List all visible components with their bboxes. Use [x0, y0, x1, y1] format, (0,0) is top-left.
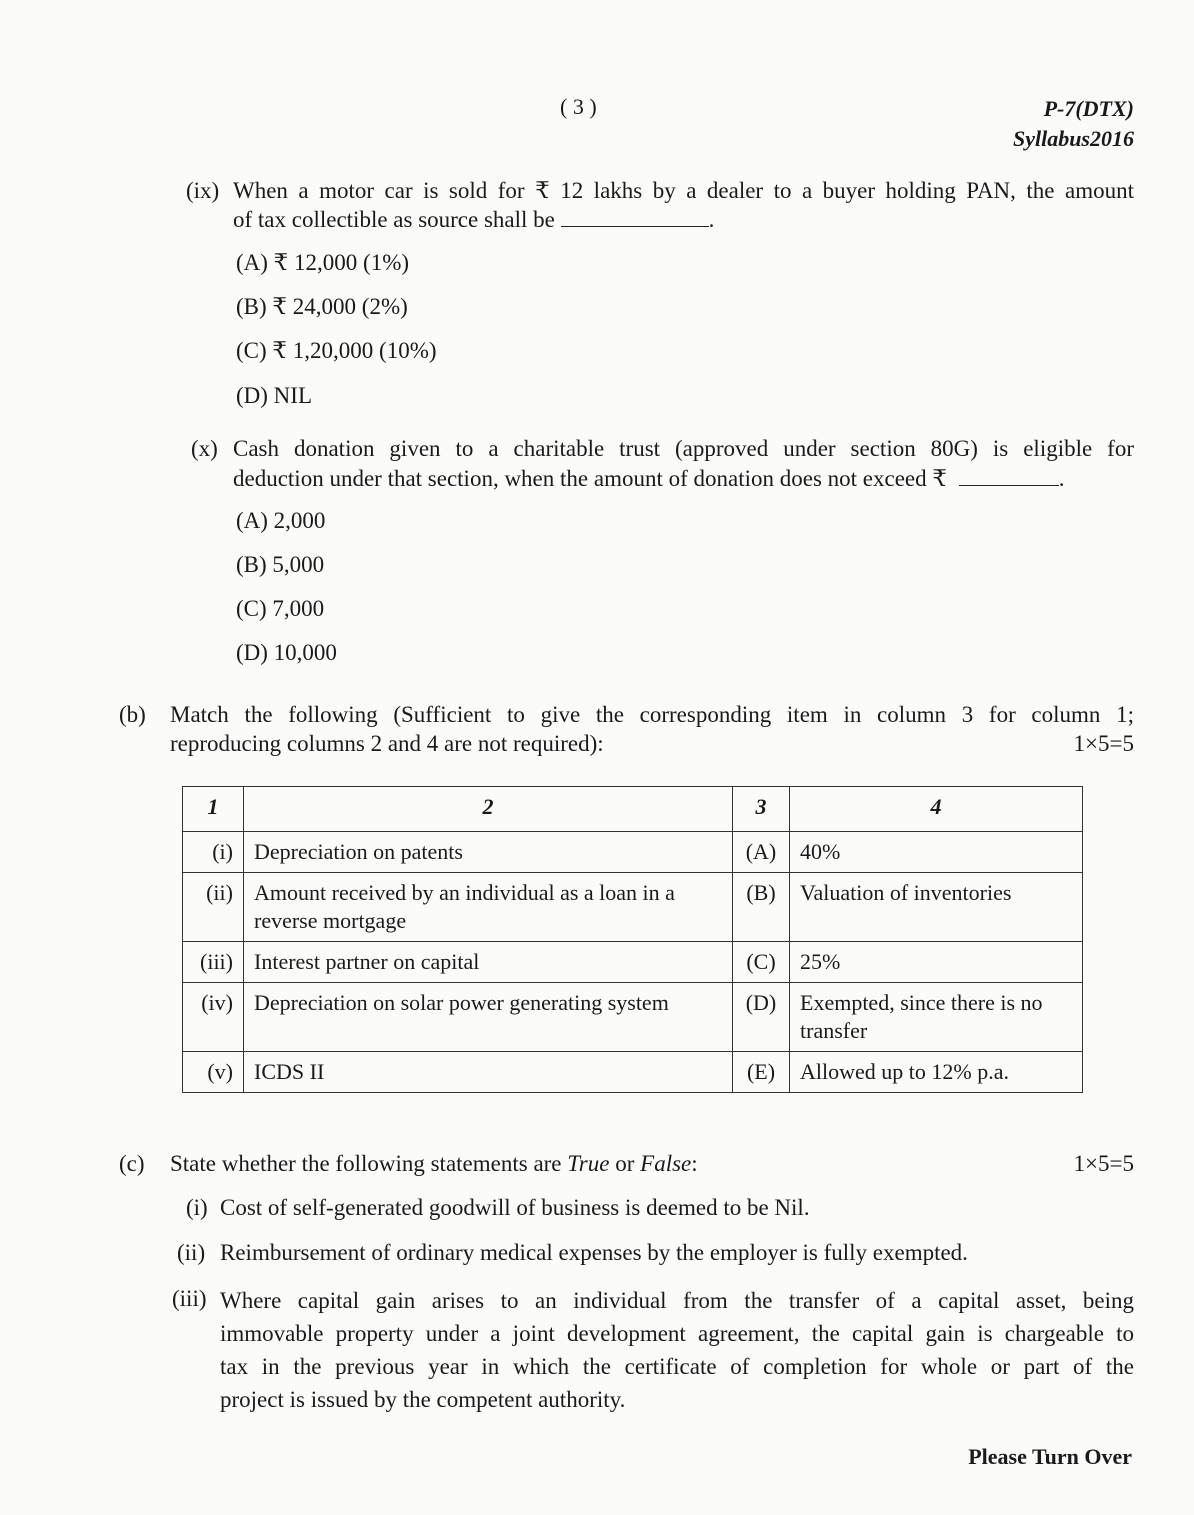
- q10-line1: Cash donation given to a charitable trust (approved under section 80G) is eligible for: [233, 436, 1134, 461]
- part-c-colon: :: [691, 1151, 698, 1176]
- table-row: [183, 873, 1083, 942]
- header-col-3: 3: [733, 787, 790, 832]
- row-match: Exempted, since there is no transfer: [790, 983, 1083, 1052]
- row-item: Interest partner on capital: [244, 942, 733, 983]
- q10-option-b: (B) 5,000: [236, 552, 325, 577]
- statement-1-number: (i): [186, 1195, 208, 1220]
- row-match: Valuation of inventories: [790, 873, 1083, 942]
- q9-line1: When a motor car is sold for ₹ 12 lakhs by a dealer to a buyer holding PAN, the amount: [233, 178, 1134, 203]
- row-number: (i): [183, 832, 244, 873]
- q9-option-c: (C) ₹ 1,20,000 (10%): [236, 338, 437, 363]
- row-number: (iii): [183, 942, 244, 983]
- table-row: [183, 983, 1083, 1052]
- row-code: (B): [733, 873, 790, 942]
- q9-option-b: (B) ₹ 24,000 (2%): [236, 294, 408, 319]
- part-c-intro-text: State whether the following statements are: [170, 1151, 568, 1176]
- statement-3-line4: project is issued by the competent authority.: [220, 1387, 626, 1412]
- statement-3-line2: immovable property under a joint development agreement, the capital gain is chargeable to: [220, 1321, 1134, 1346]
- row-item: Depreciation on patents: [244, 832, 733, 873]
- please-turn-over: Please Turn Over: [968, 1444, 1132, 1469]
- row-code: (A): [733, 832, 790, 873]
- part-c-or: or: [609, 1151, 641, 1176]
- statement-3-line3: tax in the previous year in which the certificate of completion for whole or part of the: [220, 1354, 1134, 1379]
- table-row: [183, 832, 1083, 873]
- part-c-label: (c): [119, 1151, 145, 1176]
- part-c-intro: [170, 1149, 698, 1179]
- table-row: [183, 1052, 1083, 1093]
- statement-3-number: (iii): [172, 1286, 207, 1311]
- q10-option-a: (A) 2,000: [236, 508, 326, 533]
- statement-1: Cost of self-generated goodwill of business is deemed to be Nil.: [220, 1195, 810, 1220]
- q10-line2-wrap: deduction under that section, when the amount of donation does not exceed ₹ .: [233, 466, 1065, 491]
- part-b-label: (b): [119, 702, 146, 727]
- match-table: [182, 786, 1083, 1093]
- part-b-marks: 1×5=5: [1073, 731, 1134, 756]
- row-item: Depreciation on solar power generating system: [244, 983, 733, 1052]
- q9-line2: of tax collectible as source shall be: [233, 207, 555, 232]
- part-c-true: True: [567, 1151, 610, 1176]
- q9-line2-wrap: of tax collectible as source shall be .: [233, 207, 715, 232]
- row-code: (D): [733, 983, 790, 1052]
- row-match: 25%: [790, 942, 1083, 983]
- q10-blank: [959, 465, 1059, 486]
- table-header-row: [183, 787, 1083, 832]
- row-number: (iv): [183, 983, 244, 1052]
- paper-code-block: [1013, 94, 1134, 154]
- row-number: (ii): [183, 873, 244, 942]
- q10-line2: deduction under that section, when the amount of donation does not exceed ₹: [233, 466, 948, 491]
- syllabus-label: Syllabus2016: [1012, 126, 1134, 151]
- row-item: Amount received by an individual as a loan in a reverse mortgage: [244, 873, 733, 942]
- page-number: ( 3 ): [560, 94, 597, 119]
- header-col-1: 1: [183, 787, 244, 832]
- table-row: [183, 942, 1083, 983]
- statement-2-number: (ii): [177, 1240, 206, 1265]
- part-c-false: False: [640, 1151, 692, 1176]
- paper-code: P-7(DTX): [1043, 96, 1134, 121]
- row-code: (E): [733, 1052, 790, 1093]
- row-code: (C): [733, 942, 790, 983]
- row-item: ICDS II: [244, 1052, 733, 1093]
- statement-3-line1: Where capital gain arises to an individual from the transfer of a capital asset, being: [220, 1288, 1134, 1313]
- q10-option-c: (C) 7,000: [236, 596, 325, 621]
- statement-2: Reimbursement of ordinary medical expenses by the employer is fully exempted.: [220, 1240, 968, 1265]
- q9-blank: [561, 206, 709, 227]
- part-b-line2: reproducing columns 2 and 4 are not required):: [170, 731, 604, 756]
- part-c-marks: 1×5=5: [1073, 1151, 1134, 1176]
- q9-number: (ix): [186, 178, 220, 203]
- row-match: Allowed up to 12% p.a.: [790, 1052, 1083, 1093]
- q10-option-d: (D) 10,000: [236, 640, 337, 665]
- q9-option-a: (A) ₹ 12,000 (1%): [236, 250, 410, 275]
- part-b-line1: Match the following (Sufficient to give the corresponding item in column 3 for column 1;: [170, 702, 1134, 727]
- header-col-2: 2: [244, 787, 733, 832]
- header-col-4: 4: [790, 787, 1083, 832]
- row-number: (v): [183, 1052, 244, 1093]
- row-match: 40%: [790, 832, 1083, 873]
- q9-option-d: (D) NIL: [236, 383, 312, 408]
- q10-number: (x): [191, 436, 218, 461]
